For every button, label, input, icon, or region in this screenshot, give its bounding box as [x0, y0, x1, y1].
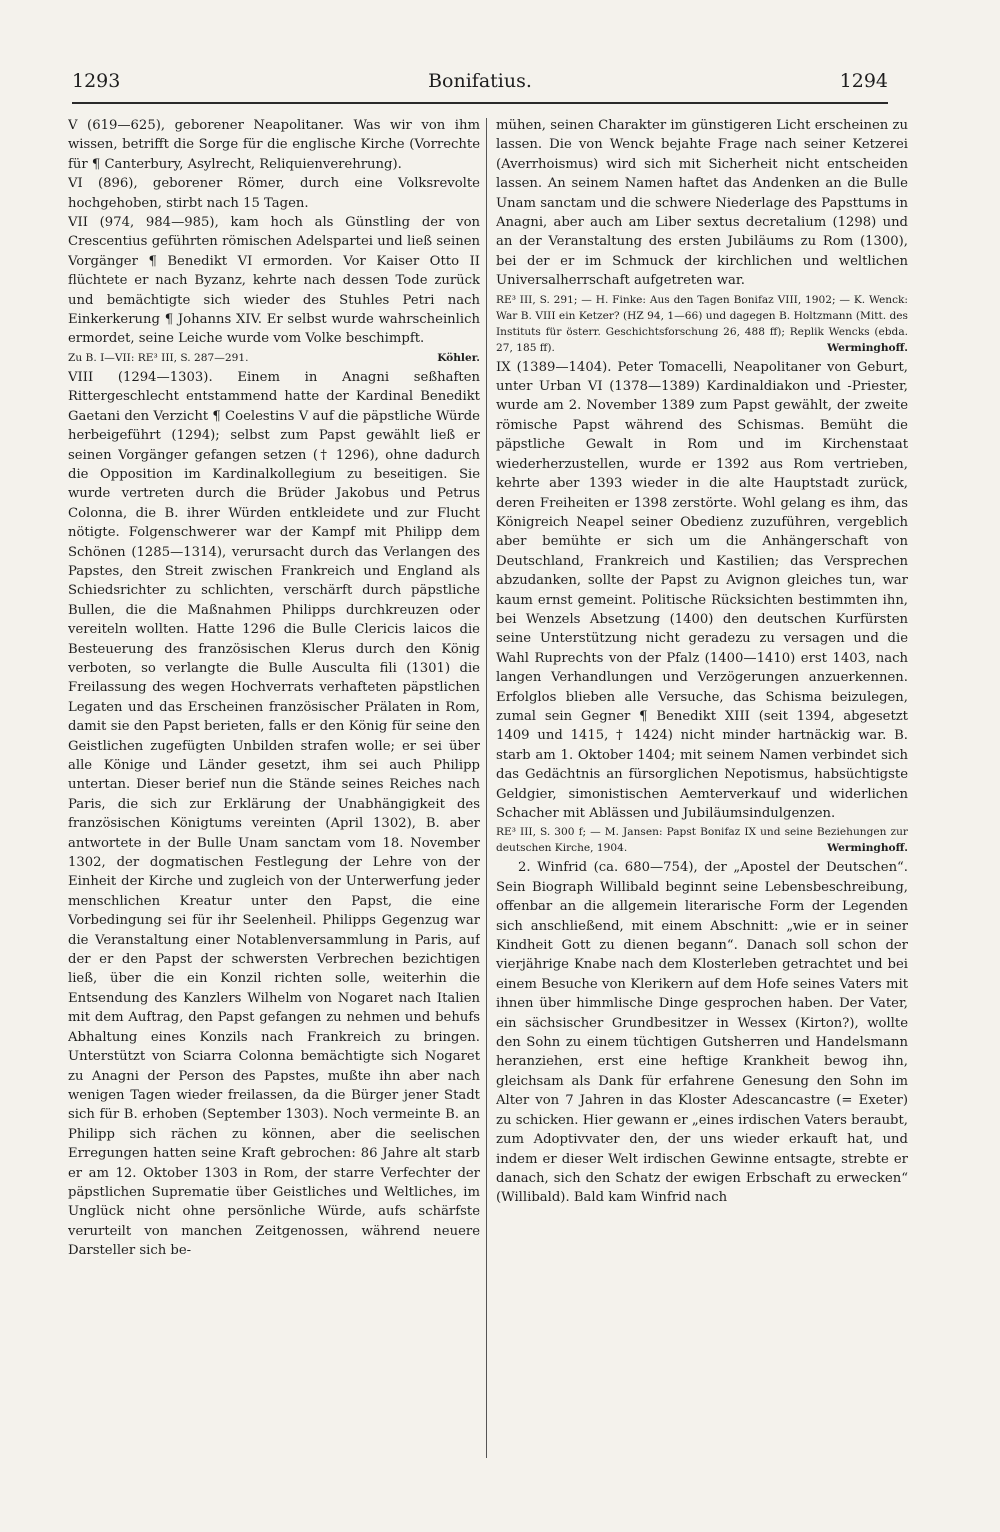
paragraph-bonifatius-v: V (619—625), geborener Neapolitaner. Was wir von ihm wissen, betrifft die Sorge für die englische Kirche (Vorrechte für ¶ Canterbury, Asylrecht, Reliquienverehrung).: [68, 118, 480, 172]
paragraph-bonifatius-viii-cont: mühen, seinen Charakter im günstigeren Licht erscheinen zu lassen. Die von Wenck bejahte Frage nach seiner Ketzerei (Averrhoismus) wird sich mit Sicherheit nicht entscheiden lassen. An seinem Namen haftet das Andenken an die Bulle Unam sanctam und die schwere Niederlage des Papsttums in Anagni, aber auch am Liber sextus decretalium (1298) und an der Veranstaltung des ersten Jubiläums zu Rom (1300), bei der er im Schmuck der kirchlichen und weltlichen Universalherrschaft aufgetreten war.: [496, 118, 908, 289]
running-title: Bonifatius.: [428, 70, 532, 92]
paragraph-bonifatius-viii: VIII (1294—1303). Einem in Anagni seßhaften Rittergeschlecht entstammend hatte der Kardinal Benedikt Gaetani den Verzicht ¶ Coelestins V auf die päpstliche Würde herbeigeführt (1294); selbst zum Papst gewählt ließ er seinen Vorgänger gefangen setzen († 1296), ohne dadurch die Opposition im Kardinalkollegium zu beseitigen. Sie wurde vertreten durch die Brüder Jakobus und Petrus Colonna, die B. ihrer Würden entkleidete und zur Flucht nötigte. Folgenschwerer war der Kampf mit Philipp dem Schönen (1285—1314), verursacht durch das Verlangen des Papstes, den Streit zwischen Frankreich und England als Schiedsrichter zu schlichten, verschärft durch päpstliche Bullen, die die Maßnahmen Philipps durchkreuzen oder vereiteln wollten. Hatte 1296 die Bulle Clericis laicos die Besteuerung des französischen Klerus durch den König verboten, so verlangte die Bulle Ausculta fili (1301) die Freilassung des wegen Hochverrats verhafteten päpstlichen Legaten und das Erscheinen französischer Prälaten in Rom, damit sie den Papst berieten, falls er den König für seine den Geistlichen zugefügten Unbilden strafen wolle; er sei über alle Könige und Länder gesetzt, ihm sei auch Philipp untertan. Dieser berief nun die Stände seines Reiches nach Paris, die sich zur Erklärung der Unabhängigkeit des französischen Königtums vereinten (April 1302), B. aber antwortete in der Bulle Unam sanctam vom 18. November 1302, der dogmatischen Festlegung der Lehre von der Einheit der Kirche und zugleich von der Unterwerfung jeder menschlichen Kreatur unter den Papst, die eine Vorbedingung sei für ihr Seelenheil. Philipps Gegenzug war die Veranstaltung einer Notablenversammlung in Paris, auf der er den Papst der schwersten Verbrechen bezichtigen ließ, über die ein Konzil richten solle, weiterhin die Entsendung des Kanzlers Wilhelm von Nogaret nach Italien mit dem Auftrag, den Papst gefangen zu nehmen und behufs Abhaltung eines Konzils nach Frankreich zu bringen. Unterstützt von Sciarra Colonna bemächtigte sich Nogaret zu Anagni der Person des Papstes, mußte ihn aber nach wenigen Tagen wieder freilassen, da die Bürger jener Stadt sich für B. erhoben (September 1303). Noch vermeinte B. an Philipp sich rächen zu können, aber die seelischen Erregungen hatten seine Kraft gebrochen: 86 Jahre alt starb er am 12. Oktober 1303 in Rom, der starre Verfechter der päpstlichen Suprematie über Geistliches und Weltliches, im Unglück nicht ohne persönliche Würde, aufs schärfste verurteilt von manchen Zeitgenossen, während neuere Darsteller sich be-: [68, 369, 480, 1259]
left-column: [68, 116, 480, 1456]
author-signature: Werminghoff.: [827, 842, 908, 855]
right-column: [496, 116, 908, 1456]
header-rule: [72, 102, 888, 104]
paragraph-bonifatius-vi: VI (896), geborener Römer, durch eine Volksrevolte hochgehoben, stirbt nach 15 Tagen.: [68, 176, 480, 211]
reference-note: [496, 824, 908, 856]
paragraph-bonifatius-vii: VII (974, 984—985), kam hoch als Günstling der von Crescentius geführten römischen Adelspartei und ließ seinen Vorgänger ¶ Benedikt VI ermorden. Vor Kaiser Otto II flüchtete er nach Byzanz, kehrte nach dessen Tode zurück und bemächtigte sich wieder des Stuhles Petri nach Einkerkerung ¶ Johanns XIV. Er selbst wurde wahrscheinlich ermordet, seine Leiche wurde vom Volke beschimpft.: [68, 215, 480, 347]
reference-note: [496, 292, 908, 356]
paragraph-winfrid: 2. Winfrid (ca. 680—754), der „Apostel der Deutschen“. Sein Biograph Willibald beginnt seine Lebensbeschreibung, offenbar an die allgemein literarische Form der Legenden sich anschließend, mit einem Abschnitt: „wie er in seiner Kindheit Gott zu dienen begann“. Danach soll schon der vierjährige Knabe nach dem Klosterleben getrachtet und bei einem Besuche von Klerikern auf dem Hofe seines Vaters mit ihnen über himmlische Dinge gesprochen haben. Der Vater, ein sächsischer Grundbesitzer in Wessex (Kirton?), wollte den Sohn zu einem tüchtigen Gutsherren und Handelsmann heranziehen, erst eine heftige Krankheit bewog ihn, gleichsam als Dank für erfahrene Genesung den Sohn im Alter von 7 Jahren in das Kloster Adescancastre (= Exeter) zu schicken. Hier gewann er „eines irdischen Vaters beraubt, zum Adoptivvater den, der uns wieder erkauft hat, und indem er dieser Welt irdischen Gewinne entsagte, strebte er danach, sich den Schatz der ewigen Erbschaft zu erwecken“ (Willibald). Bald kam Winfrid nach: [496, 860, 908, 1206]
column-divider: [486, 118, 487, 1458]
paragraph-bonifatius-ix: IX (1389—1404). Peter Tomacelli, Neapolitaner von Geburt, unter Urban VI (1378—1389) Kardinaldiakon und -Priester, wurde am 2. November 1389 zum Papst gewählt, der zweite römische Papst während des Schismas. Bemüht die päpstliche Gewalt in Rom und im Kirchenstaat wiederherzustellen, wurde er 1392 aus Rom vertrieben, kehrte aber 1393 wieder in die alte Hauptstadt zurück, deren Freiheiten er 1398 zerstörte. Wohl gelang es ihm, das Königreich Neapel seiner Obedienz zuzuführen, vergeblich aber bemühte er sich um die Anhängerschaft von Deutschland, Frankreich und Kastilien; das Versprechen abzudanken, sollte der Papst zu Avignon gleiches tun, war kaum ernst gemeint. Politische Rücksichten bestimmten ihn, bei Wenzels Absetzung (1400) den deutschen Kurfürsten seine Unterstützung nicht geradezu zu versagen und die Wahl Ruprechts von der Pfalz (1400—1410) erst 1403, nach langen Verhandlungen und Verzögerungen anzuerkennen. Erfolglos blieben alle Versuche, das Schisma beizulegen, zumal sein Gegner ¶ Benedikt XIII (seit 1394, abgesetzt 1409 und 1415, † 1424) nicht minder hartnäckig war. B. starb am 1. Oktober 1404; mit seinem Namen verbindet sich das Gedächtnis an fürsorglichen Nepotismus, habsüchtigste Geldgier, simonistischen Aemterverkauf und widerlichen Schacher mit Ablässen und Jubiläumsindulgenzen.: [496, 359, 908, 821]
author-signature: Werminghoff.: [827, 341, 908, 354]
reference-text: Zu B. I—VII: RE³ III, S. 287—291.: [68, 351, 249, 364]
page-number-right: 1294: [839, 70, 888, 92]
page-number-left: 1293: [72, 70, 121, 92]
reference-note: [68, 350, 480, 366]
page-header: [72, 70, 888, 100]
reference-text: RE³ III, S. 291; — H. Finke: Aus den Tagen Bonifaz VIII, 1902; — K. Wenck: War B. VIII ein Ketzer? (HZ 94, 1—66) und dagegen B. Holtzmann (Mitt. des Instituts für österr. Geschichtsforschung 26, 488 ff); Replik Wencks (ebda. 27, 185 ff).: [496, 293, 908, 354]
author-signature: Köhler.: [437, 351, 480, 364]
reference-text: RE³ III, S. 300 f; — M. Jansen: Papst Bonifaz IX und seine Beziehungen zur deutschen Kirche, 1904.: [496, 826, 908, 855]
